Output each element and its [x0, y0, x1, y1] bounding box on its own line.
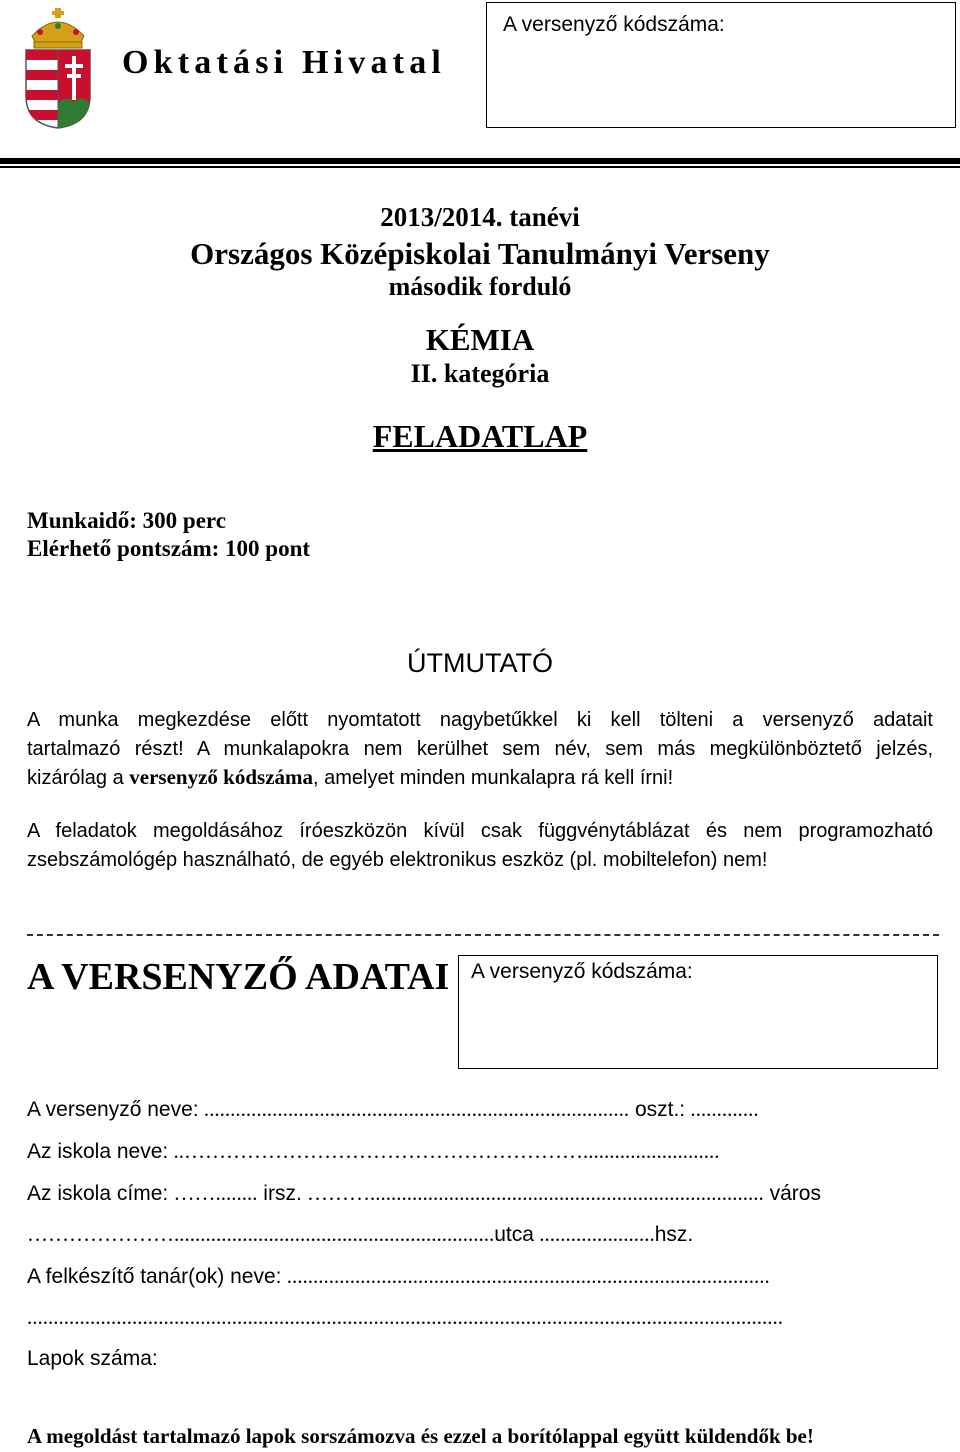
- guide-title: ÚTMUTATÓ: [407, 648, 553, 678]
- header-divider-thick: [0, 158, 960, 164]
- contestant-code-box-top[interactable]: [486, 2, 956, 128]
- fill-dots: ………...........................................................................: [301, 1181, 764, 1205]
- code-box-label: A versenyző kódszáma:: [471, 960, 693, 983]
- contestant-name-label: A versenyző neve:: [27, 1098, 199, 1121]
- cut-line-divider: [27, 934, 939, 936]
- guide-p1-line-3-pre: kizárólag a: [27, 767, 130, 789]
- coat-of-arms-logo: [22, 6, 94, 130]
- city-label: város: [763, 1182, 821, 1205]
- guide-p1-line-3: [27, 763, 933, 793]
- page-count-label: Lapok száma:: [27, 1347, 158, 1370]
- class-label: oszt.:: [629, 1098, 686, 1121]
- guide-p2-line-2: zsebszámológép használható, de egyéb elektronikus eszköz (pl. mobiltelefon) nem!: [27, 848, 768, 871]
- contestant-section-title: A VERSENYZŐ ADATAI: [27, 956, 450, 998]
- code-box-label: A versenyző kódszáma:: [503, 13, 725, 36]
- competition-round: második forduló: [388, 272, 572, 301]
- school-year: 2013/2014. tanévi: [380, 202, 580, 232]
- fill-dots: .............: [685, 1097, 759, 1121]
- fill-dots: .................................................................................: [198, 1097, 630, 1121]
- fill-dots: ..…………………………………………………..........................: [168, 1139, 720, 1163]
- office-title: Oktatási Hivatal: [122, 44, 447, 81]
- subject-title: KÉMIA: [425, 322, 535, 357]
- guide-p1-line-2: tartalmazó részt! A munkalapokra nem kerülhet sem név, sem más megkülönböztető jelzés,: [27, 737, 933, 760]
- fill-dots: ………………….............................................................: [27, 1222, 495, 1246]
- fill-dots: ................................................................................................................................................: [27, 1305, 783, 1329]
- guide-paragraph-2: [27, 817, 933, 874]
- fill-dots: ……........: [168, 1181, 258, 1205]
- fill-dots: ......................: [533, 1222, 655, 1246]
- school-address-field[interactable]: [27, 1181, 821, 1206]
- school-name-field[interactable]: [27, 1139, 720, 1164]
- contestant-code-box[interactable]: [458, 955, 938, 1069]
- points-info: Elérhető pontszám: 100 pont: [27, 536, 311, 561]
- school-name-label: Az iskola neve:: [27, 1140, 169, 1163]
- teacher-name-continuation[interactable]: [27, 1305, 783, 1330]
- category-title: II. kategória: [410, 359, 550, 388]
- zip-label: irsz.: [257, 1182, 302, 1205]
- guide-p1-line-3-post: , amelyet minden munkalapra rá kell írni!: [313, 767, 674, 789]
- page-count-field[interactable]: [27, 1347, 158, 1371]
- school-address-label: Az iskola címe:: [27, 1182, 169, 1205]
- guide-paragraph-1: [27, 706, 933, 793]
- guide-p1-line-1: A munka megkezdése előtt nyomtatott nagybetűkkel ki kell tölteni a versenyző adatait: [27, 709, 933, 731]
- street-label: utca: [494, 1223, 534, 1246]
- guide-p2-line-1: A feladatok megoldásához íróeszközön kívül csak függvénytáblázat és nem programozható: [27, 820, 933, 842]
- worktime-info: Munkaidő: 300 perc: [27, 508, 226, 533]
- street-field[interactable]: [27, 1222, 693, 1247]
- footer-instruction: A megoldást tartalmazó lapok sorszámozva és ezzel a borítólappal együtt küldendők be!: [27, 1424, 814, 1448]
- fill-dots: ............................................................................................: [281, 1264, 770, 1288]
- header-divider-thin: [0, 166, 960, 168]
- contestant-name-field[interactable]: [27, 1097, 759, 1122]
- teacher-name-field[interactable]: [27, 1264, 770, 1289]
- house-number-label: hsz.: [654, 1223, 694, 1246]
- sheet-title: FELADATLAP: [372, 418, 588, 454]
- competition-name: Országos Középiskolai Tanulmányi Verseny: [190, 236, 770, 271]
- teacher-name-label: A felkészítő tanár(ok) neve:: [27, 1265, 282, 1288]
- guide-p1-emphasis: versenyző kódszáma: [129, 765, 314, 789]
